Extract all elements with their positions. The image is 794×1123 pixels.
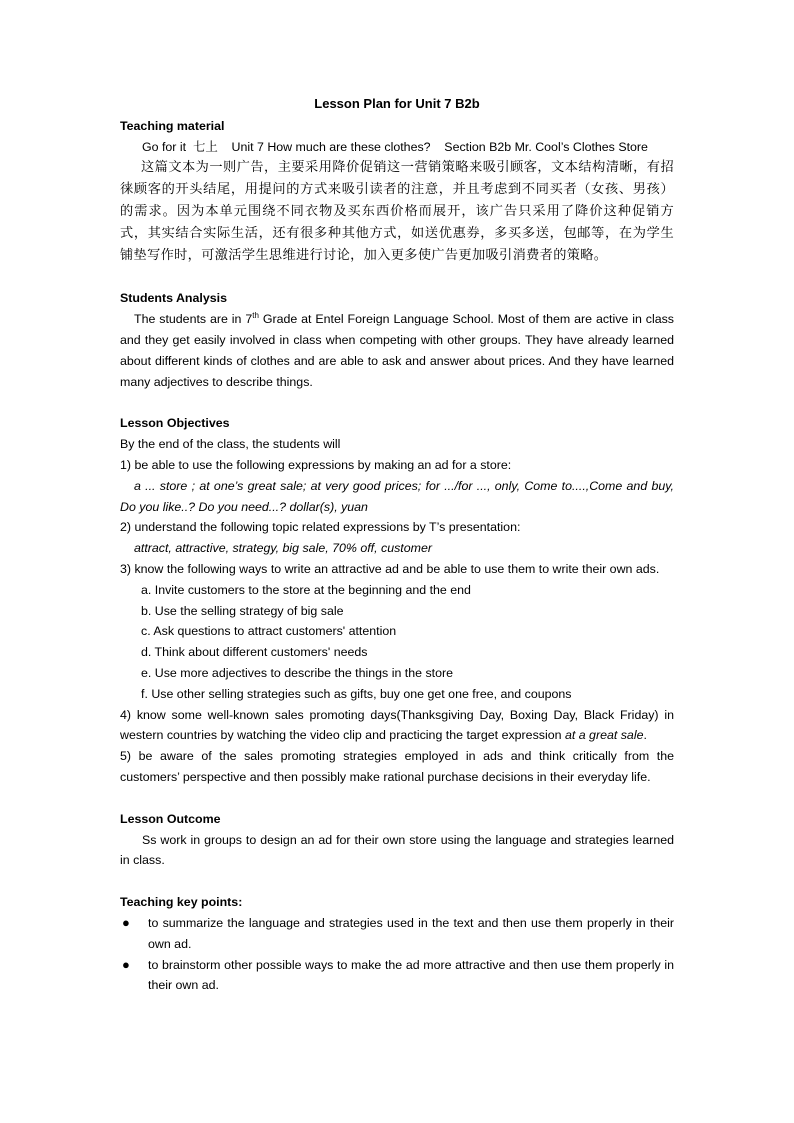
spacer [120,392,674,413]
lesson-objectives-heading: Lesson Objectives [120,416,230,431]
objective-3-item: f. Use other selling strategies such as gifts, buy one get one free, and coupons [141,686,572,701]
key-point-text: to summarize the language and strategies used in the text and then use them properly in their own ad. [148,915,674,951]
objective-4-end: . [643,728,647,743]
list-item [120,955,674,997]
objective-1-expressions: a ... store ; at one’s great sale; at very good prices; for .../for ..., only, Come to....,Come and buy, Do you like..? Do you need...? dollar(s), yuan [120,478,674,514]
spacer [120,871,674,892]
teaching-material-description: 这篇文本为一则广告，主要采用降价促销这一营销策略来吸引顾客，文本结构清晰，有招徕顾客的开头结尾，用提问的方式来吸引读者的注意，并且考虑到不同买者（女孩、男孩）的需求。因为本单元围绕不同衣物及买东西价格而展开，该广告只采用了降价这种促销方式，其实结合实际生活，还有很多种其他方式，如送优惠券，多买多送，包邮等，在为学生铺垫写作时，可激活学生思维进行讨论，加入更多使广告更加吸引消费者的策略。 [120,160,674,264]
key-point-text: to brainstorm other possible ways to make the ad more attractive and then use them properly in their own ad. [148,957,674,993]
document-page [120,94,674,996]
spacer [120,788,674,809]
objective-3-item: e. Use more adjectives to describe the things in the store [141,665,453,680]
key-points-list [120,913,674,996]
teaching-material-heading: Teaching material [120,118,225,133]
students-analysis-text-a: The students are in 7 [134,312,253,327]
objective-4 [120,705,674,747]
objective-2: 2) understand the following topic related expressions by T’s presentation: [120,520,521,535]
objective-2-expressions: attract, attractive, strategy, big sale, 70% off, customer [134,541,432,556]
objective-3-item: a. Invite customers to the store at the beginning and the end [141,582,471,597]
objective-1: 1) be able to use the following expressions by making an ad for a store: [120,457,512,472]
objectives-intro: By the end of the class, the students will [120,437,341,452]
objective-4-target-expression: at a great sale [564,728,644,743]
objective-4-text: 4) know some well-known sales promoting days(Thanksgiving Day, Boxing Day, Black Friday) in western countries by watching the video clip and practicing the target expression [120,707,674,743]
ordinal-suffix: th [252,311,259,321]
document-title: Lesson Plan for Unit 7 B2b [314,96,480,111]
students-analysis-heading: Students Analysis [120,291,227,306]
objective-5: 5) be aware of the sales promoting strategies employed in ads and think critically from the customers’ perspective and then possibly make rational purchase decisions in their everyday life. [120,749,674,784]
key-points-heading: Teaching key points: [120,895,243,910]
list-item [120,913,674,955]
students-analysis-text-b: Grade at Entel Foreign Language School. Most of them are active in class and they get easily involved in class when competing with other groups. They have already learned about different kinds of clothes and are able to ask and answer about prices. And they have learned many adjectives to describe things. [120,312,674,389]
lesson-outcome-text: Ss work in groups to design an ad for their own store using the language and strategies learned in class. [120,832,674,868]
objective-3-item: d. Think about different customers' needs [141,645,368,660]
teaching-material-source: Go for it 七上 Unit 7 How much are these clothes? Section B2b Mr. Cool’s Clothes Store [142,139,648,154]
objective-3-item: c. Ask questions to attract customers' attention [141,624,397,639]
bullet-icon: ● [122,956,130,972]
spacer [120,267,674,288]
students-analysis-text [120,309,674,392]
objective-3: 3) know the following ways to write an attractive ad and be able to use them to write their own ads. [120,561,660,576]
objective-3-item: b. Use the selling strategy of big sale [141,603,344,618]
lesson-outcome-heading: Lesson Outcome [120,811,221,826]
bullet-icon: ● [122,914,130,930]
